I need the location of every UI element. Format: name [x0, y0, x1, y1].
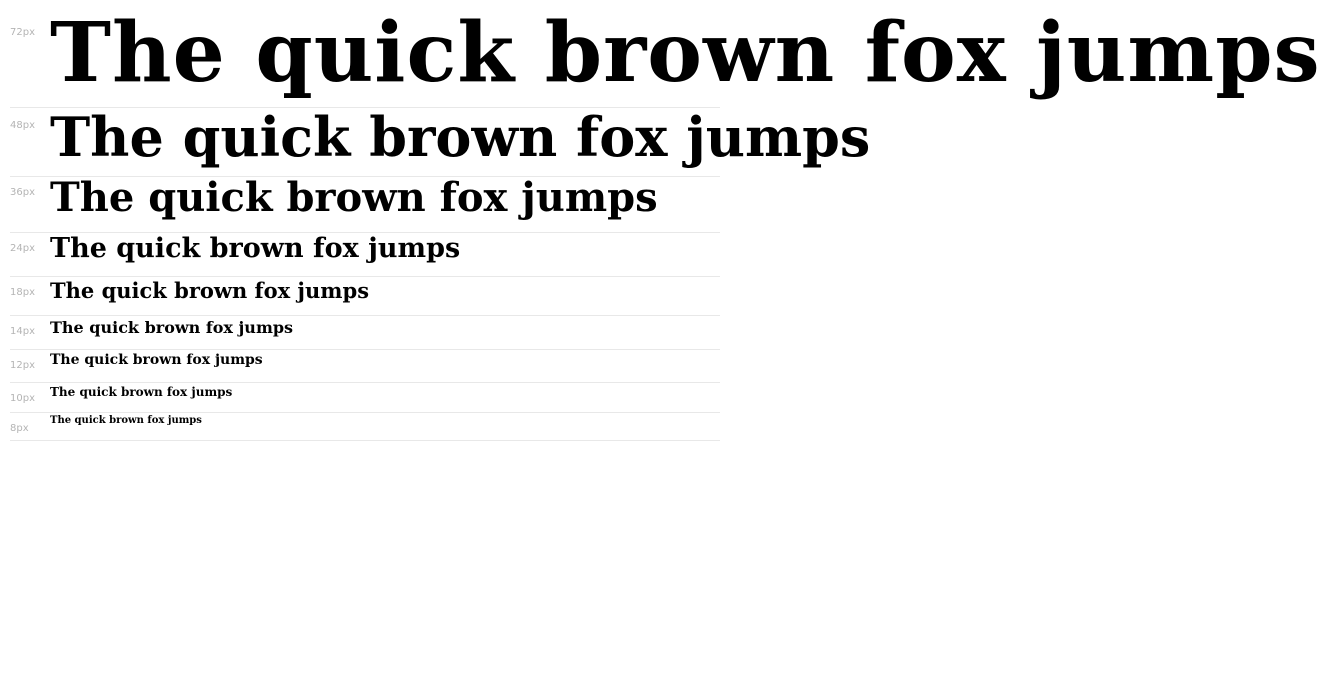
size-label: 36px	[10, 187, 35, 198]
sample-text: The quick brown fox jumps	[50, 5, 1321, 101]
sample-text: The quick brown fox jumps	[50, 385, 233, 399]
font-waterfall	[10, 0, 1321, 441]
sample-row-10	[10, 383, 720, 413]
size-label: 10px	[10, 393, 35, 404]
size-label: 18px	[10, 287, 35, 298]
sample-text: The quick brown fox jumps	[50, 318, 294, 337]
size-label: 48px	[10, 120, 35, 131]
sample-row-12	[10, 350, 720, 383]
sample-text: The quick brown fox jumps	[50, 174, 658, 221]
sample-row-72	[10, 0, 1321, 108]
sample-row-18	[10, 277, 720, 316]
sample-text: The quick brown fox jumps	[50, 415, 202, 426]
sample-row-36	[10, 174, 720, 233]
sample-row-24	[10, 233, 720, 277]
size-label: 14px	[10, 326, 35, 337]
size-label: 12px	[10, 360, 35, 371]
sample-text: The quick brown fox jumps	[50, 278, 370, 303]
sample-text: The quick brown fox jumps	[50, 105, 871, 169]
sample-text: The quick brown fox jumps	[50, 352, 263, 368]
sample-row-8	[10, 413, 720, 441]
sample-row-48	[10, 105, 871, 177]
size-label: 8px	[10, 423, 29, 434]
size-label: 24px	[10, 243, 35, 254]
sample-row-14	[10, 316, 720, 350]
size-label: 72px	[10, 27, 35, 38]
sample-text: The quick brown fox jumps	[50, 233, 461, 264]
